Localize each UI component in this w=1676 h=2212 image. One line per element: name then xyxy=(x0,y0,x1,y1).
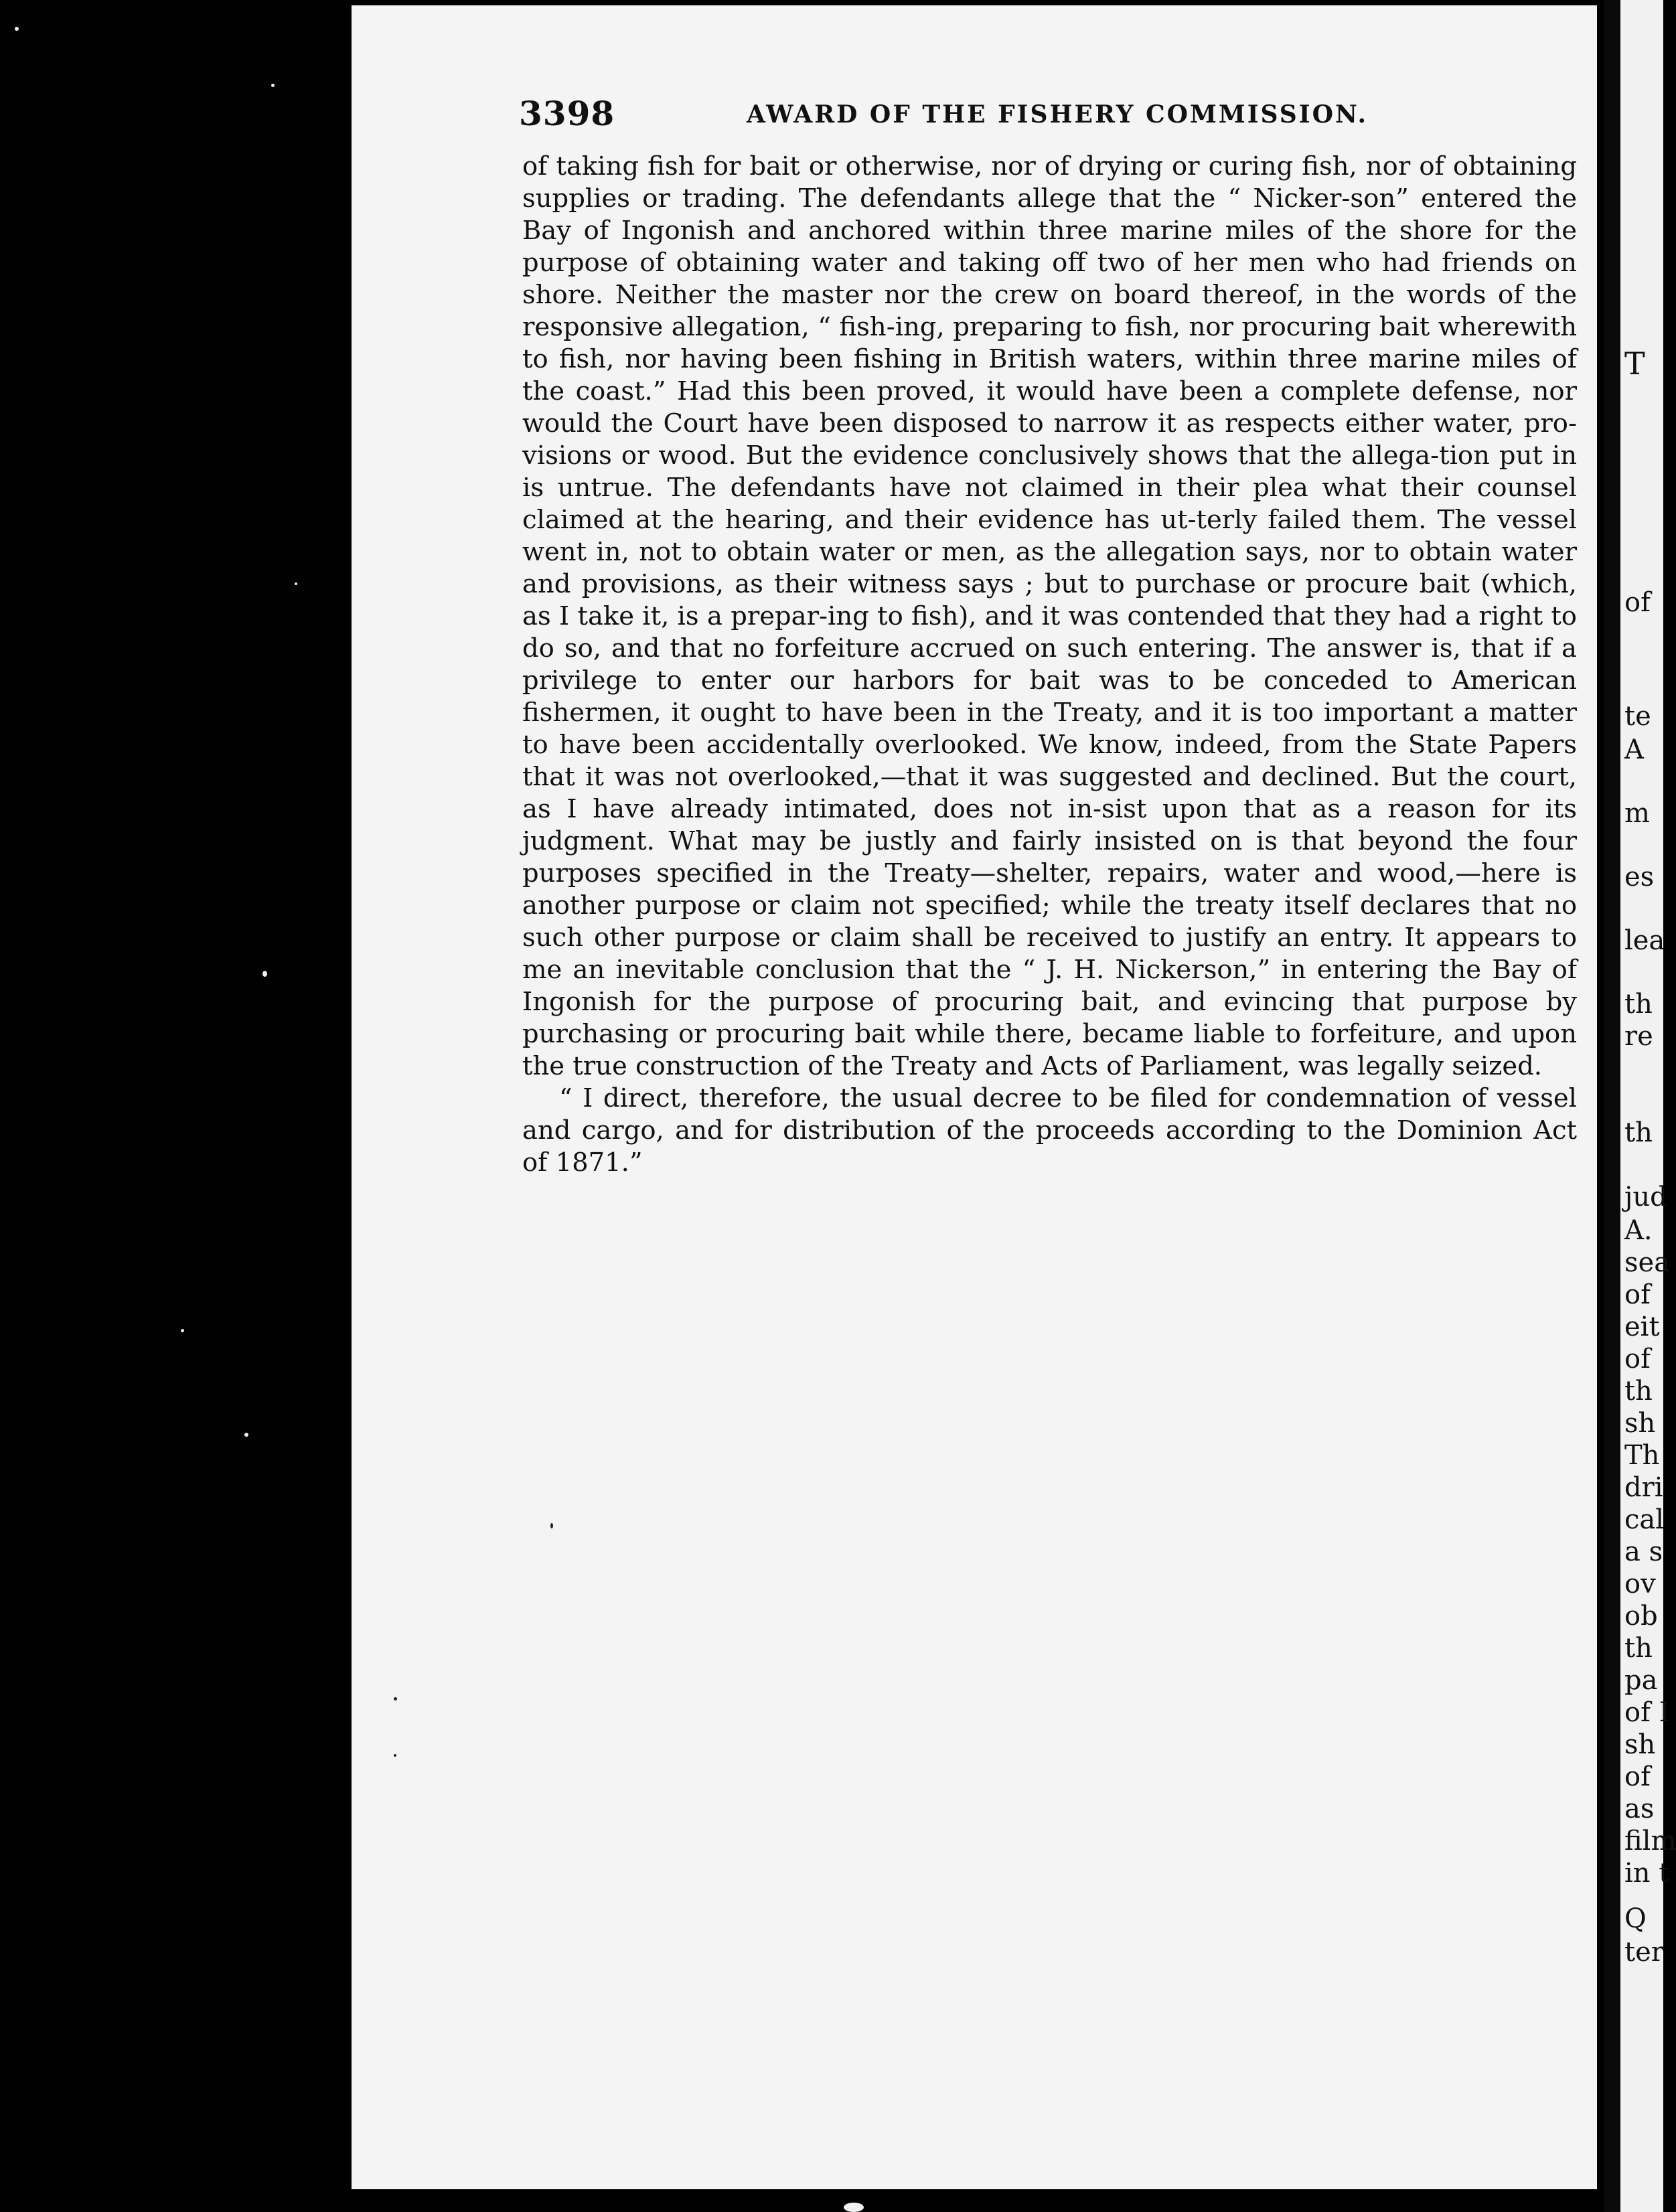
adjacent-fragment: a s xyxy=(1624,1536,1663,1567)
adjacent-fragment: eit xyxy=(1624,1312,1660,1342)
adjacent-fragment: of xyxy=(1624,1279,1651,1310)
page-number: 3398 xyxy=(519,94,615,133)
dust-speck xyxy=(271,84,275,87)
adjacent-fragment: th xyxy=(1624,989,1653,1020)
adjacent-fragment: th xyxy=(1624,1117,1653,1148)
adjacent-fragment: jud xyxy=(1624,1182,1667,1212)
adjacent-fragment: of xyxy=(1624,587,1651,618)
running-head: AWARD OF THE FISHERY COMMISSION. xyxy=(747,100,1369,129)
adjacent-fragment: es xyxy=(1624,862,1655,892)
adjacent-fragment: sea xyxy=(1624,1247,1671,1278)
adjacent-fragment: ob xyxy=(1624,1601,1658,1632)
adjacent-fragment: in t xyxy=(1624,1858,1670,1889)
adjacent-fragment: T xyxy=(1624,345,1645,382)
body-text xyxy=(522,151,1577,1179)
adjacent-fragment: sh xyxy=(1624,1729,1656,1760)
adjacent-fragment: Q xyxy=(1624,1903,1647,1934)
adjacent-fragment: dri xyxy=(1624,1472,1663,1503)
adjacent-fragment: th xyxy=(1624,1376,1653,1407)
adjacent-fragment: film xyxy=(1624,1826,1676,1856)
dust-speck xyxy=(295,582,297,585)
adjacent-fragment: cal xyxy=(1624,1504,1665,1535)
adjacent-fragment: A xyxy=(1624,734,1644,765)
adjacent-fragment: ter xyxy=(1624,1937,1664,1968)
adjacent-fragment: m xyxy=(1624,798,1650,829)
adjacent-fragment: lea xyxy=(1624,925,1665,956)
adjacent-fragment: of xyxy=(1624,1761,1651,1792)
adjacent-fragment: Th xyxy=(1624,1440,1660,1471)
adjacent-page-edge xyxy=(1620,0,1676,2212)
adjacent-fragment: te xyxy=(1624,701,1651,732)
paragraph: of taking fish for bait or otherwise, nor of drying or curing fish, nor of obtaining supplies or trading. The defendants allege that the “ Nicker-son” entered the Bay of Ingonish and anchored within three marine miles of the shore for the purpose of obtaining water and taking off two of her men who had friends on shore. Neither the master nor the crew on board thereof, in the words of the responsive allegation, “ fish-ing, preparing to fish, nor procuring bait wherewith to fish, nor having been fishing in British waters, within three marine miles of the coast.” Had this been proved, it would have been a complete defense, nor would the Court have been disposed to narrow it as respects either water, pro-visions or wood. But the evidence conclusively shows that the allega-tion put in is untrue. The defendants have not claimed in their plea what their counsel claimed at the hearing, and their evidence has ut-terly failed them. The vessel went in, not to obtain water or men, as the allegation says, nor to obtain water and provisions, as their witness says ; but to purchase or procure bait (which, as I take it, is a prepar-ing to fish), and it was contended that they had a right to do so, and that no forfeiture accrued on such entering. The answer is, that if a privilege to enter our harbors for bait was to be conceded to American fishermen, it ought to have been in the Treaty, and it is too important a matter to have been accidentally overlooked. We know, indeed, from the State Papers that it was not overlooked,—that it was suggested and declined. But the court, as I have already intimated, does not in-sist upon that as a reason for its judgment. What may be justly and fairly insisted on is that beyond the four purposes specified in the Treaty—shelter, repairs, water and wood,—here is another purpose or claim not specified; while the treaty itself declares that no such other purpose or claim shall be received to justify an entry. It appears to me an inevitable conclusion that the “ J. H. Nickerson,” in entering the Bay of Ingonish for the purpose of procuring bait, and evincing that purpose by purchasing or procuring bait while there, became liable to forfeiture, and upon the true construction of the Treaty and Acts of Parliament, was legally seized. xyxy=(522,151,1577,1081)
dust-speck xyxy=(181,1329,184,1332)
adjacent-fragment: th xyxy=(1624,1633,1653,1664)
paragraph: “ I direct, therefore, the usual decree to be filed for condemnation of vessel and cargo, and for distribution of the proceeds according to the Dominion Act of 1871.” xyxy=(522,1083,1577,1178)
page-header xyxy=(519,94,1383,134)
adjacent-fragment: of I xyxy=(1624,1697,1670,1728)
ink-mark xyxy=(550,1523,553,1528)
adjacent-fragment: sh xyxy=(1624,1408,1656,1439)
dust-speck xyxy=(262,971,267,977)
dust-speck xyxy=(844,2203,864,2212)
adjacent-fragment: pa xyxy=(1624,1665,1658,1696)
adjacent-fragment: ov xyxy=(1624,1569,1656,1599)
dust-speck xyxy=(15,27,19,31)
dust-speck xyxy=(244,1433,248,1437)
adjacent-fragment: re xyxy=(1624,1021,1653,1052)
ink-mark xyxy=(394,1754,396,1757)
adjacent-fragment: of xyxy=(1624,1344,1651,1374)
adjacent-fragment: A. xyxy=(1624,1215,1653,1246)
ink-mark xyxy=(394,1697,397,1701)
adjacent-fragment: as xyxy=(1624,1794,1655,1824)
